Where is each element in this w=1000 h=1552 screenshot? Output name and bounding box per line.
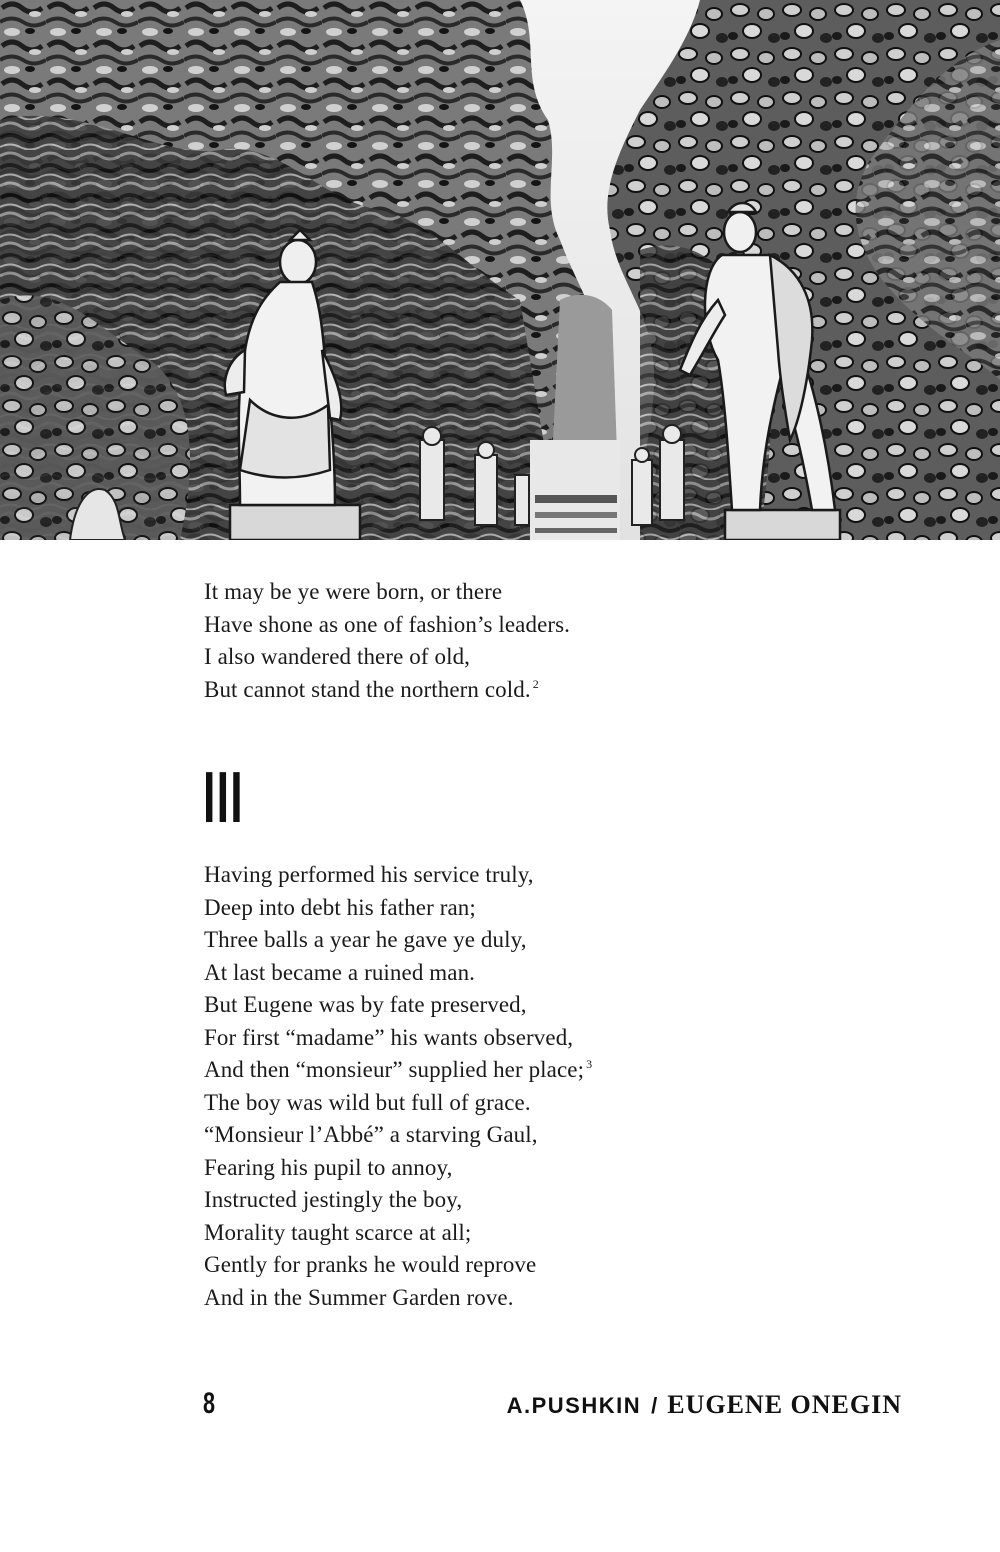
- footnote-mark: 2: [532, 676, 539, 691]
- previous-stanza: [204, 576, 570, 706]
- verse-line: But Eugene was by fate preserved,: [204, 992, 527, 1017]
- running-head: [507, 1390, 902, 1420]
- footnote-mark: 3: [586, 1057, 593, 1071]
- verse-line: Morality taught scarce at all;: [204, 1219, 472, 1245]
- verse-line: Have shone as one of fashion’s leaders.: [204, 611, 571, 637]
- verse-line: Gently for pranks he would reprove: [204, 1252, 537, 1277]
- verse-line: [204, 674, 570, 707]
- garden-alley-illustration: [0, 0, 1000, 540]
- verse-line: “Monsieur l’Abbé” a starving Gaul,: [204, 1122, 538, 1147]
- verse-line: At last became a ruined man.: [204, 959, 476, 985]
- verse-line: And in the Summer Garden rove.: [204, 1284, 514, 1310]
- stanza-numeral: III: [203, 758, 244, 838]
- verse-line: I also wandered there of old,: [204, 644, 471, 669]
- verse-line: Instructed jestingly the boy,: [204, 1187, 463, 1212]
- verse-line-text: And then “monsieur” supplied her place;: [204, 1057, 585, 1082]
- running-head-separator: /: [651, 1393, 658, 1418]
- verse-line: Deep into debt his father ran;: [204, 894, 476, 920]
- author-name: A.PUSHKIN: [506, 1393, 642, 1418]
- stanza-three: [204, 859, 592, 1314]
- verse-line: Three balls a year he gave ye duly,: [204, 927, 527, 952]
- verse-line: [204, 1054, 592, 1087]
- verse-line-text: But cannot stand the northern cold.: [204, 676, 531, 702]
- verse-line: For first “madame” his wants observed,: [204, 1024, 574, 1050]
- book-title: EUGENE ONEGIN: [667, 1390, 902, 1419]
- page-number: 8: [203, 1387, 216, 1420]
- verse-line: The boy was wild but full of grace.: [204, 1089, 531, 1115]
- verse-line: Having performed his service truly,: [204, 862, 534, 887]
- verse-line: Fearing his pupil to annoy,: [204, 1154, 453, 1180]
- verse-line: It may be ye were born, or there: [204, 579, 503, 604]
